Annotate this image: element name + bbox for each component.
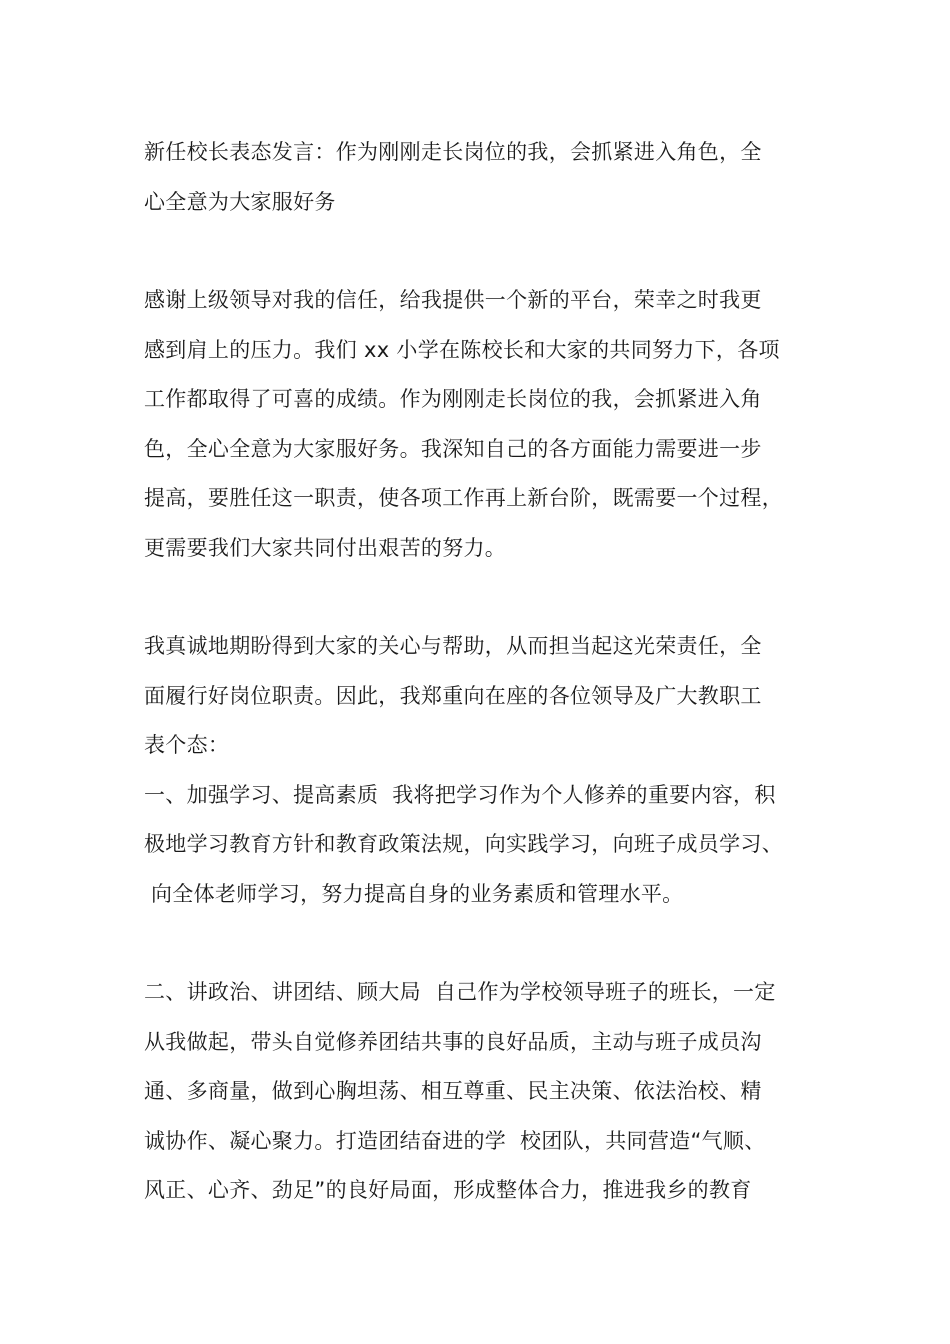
paragraph-pledge-study [144, 622, 824, 919]
paragraph-spacer [144, 227, 824, 276]
text-line: 更需要我们大家共同付出艰苦的努力。 [144, 535, 507, 560]
text-line: 感谢上级领导对我的信任，给我提供一个新的平台，荣幸之时我更 [144, 288, 762, 312]
text-line: 面履行好岗位职责。因此，我郑重向在座的各位领导及广大教职工 [144, 683, 762, 708]
text-line: 向全体老师学习，努力提高自身的业务素质和管理水平。 [144, 881, 684, 906]
text-line: 工作都取得了可喜的成绩。作为刚刚走长岗位的我，会抓紧进入角 [144, 387, 762, 411]
paragraph-spacer [144, 573, 824, 622]
text-line: 提高，要胜任这一职责，使各项工作再上新台阶，既需要一个过程， [144, 486, 783, 510]
title-line: 新任校长表态发言：作为刚刚走长岗位的我，会抓紧进入角色，全 [144, 140, 762, 164]
text-line: 我真诚地期盼得到大家的关心与帮助，从而担当起这光荣责任，全 [144, 634, 762, 658]
paragraph-unity [144, 968, 824, 1216]
text-line: 从我做起，带头自觉修养团结共事的良好品质，主动与班子成员沟 [144, 1029, 762, 1054]
paragraph-spacer [144, 919, 824, 968]
document-title [144, 128, 824, 227]
text-line: 感到肩上的压力。我们 xx 小学在陈校长和大家的共同努力下，各项 [144, 337, 780, 362]
text-line: 表个态： [144, 733, 230, 757]
text-line: 一、加强学习、提高素质 我将把学习作为个人修养的重要内容，积 [144, 782, 776, 807]
paragraph-gratitude [144, 276, 824, 573]
text-line: 通、多商量，做到心胸坦荡、相互尊重、民主决策、依法治校、精 [144, 1079, 762, 1103]
document-body [144, 128, 824, 1216]
text-line: 二、讲政治、讲团结、顾大局 自己作为学校领导班子的班长，一定 [144, 980, 776, 1004]
text-line: 极地学习教育方针和教育政策法规，向实践学习，向班子成员学习、 [144, 832, 783, 856]
title-line: 心全意为大家服好务 [144, 189, 336, 214]
text-line: 诚协作、凝心聚力。打造团结奋进的学 校团队，共同营造“气顺、 [144, 1128, 766, 1153]
text-line: 风正、心齐、劲足”的良好局面，形成整体合力，推进我乡的教育 [144, 1178, 752, 1202]
text-line: 色，全心全意为大家服好务。我深知自己的各方面能力需要进一步 [144, 436, 762, 461]
